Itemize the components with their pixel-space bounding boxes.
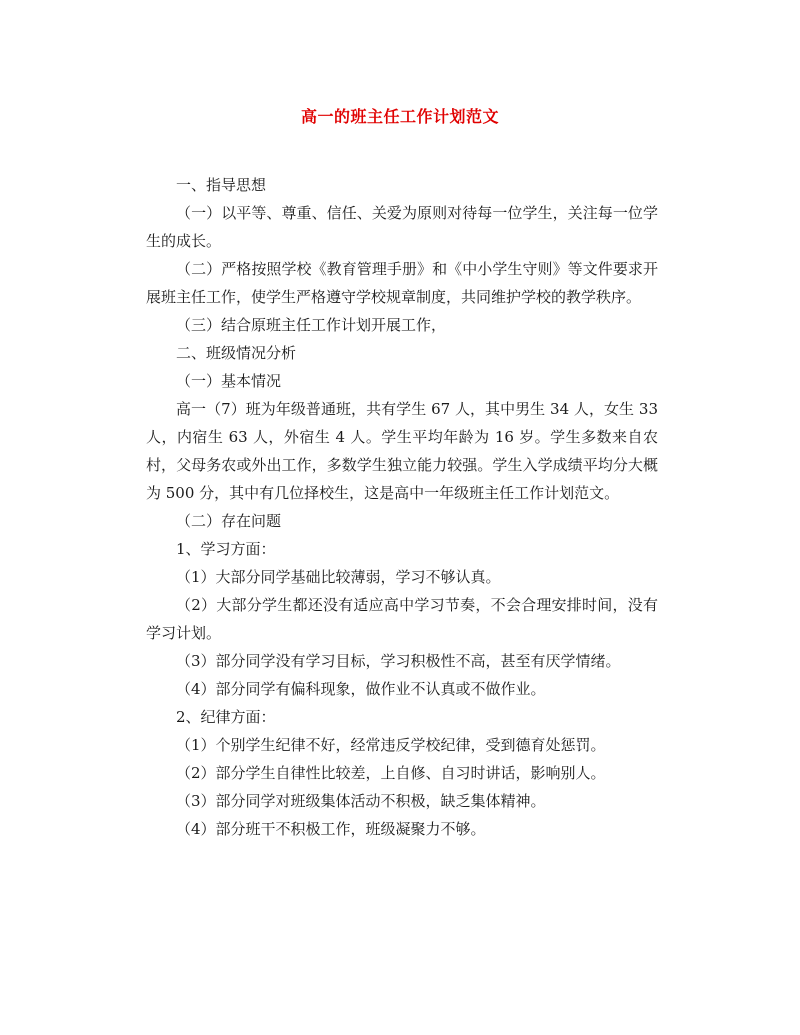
heading-guiding-ideology: 一、指导思想 [176, 176, 267, 194]
subheading-discipline: 2、纪律方面： [176, 708, 276, 726]
paragraph: （二）严格按照学校《教育管理手册》和《中小学生守则》等文件要求开展班主任工作，使学生严格遵守学校规章制度，共同维护学校的教学秩序。 [146, 260, 658, 306]
heading-class-analysis: 二、班级情况分析 [176, 344, 297, 362]
subheading-existing-problems: （二）存在问题 [176, 512, 282, 530]
list-item: （4）部分班干不积极工作，班级凝聚力不够。 [176, 820, 486, 838]
subheading-study: 1、学习方面： [176, 540, 276, 558]
list-item: （3）部分同学对班级集体活动不积极，缺乏集体精神。 [176, 792, 546, 810]
subheading-basic-situation: （一）基本情况 [176, 372, 282, 390]
paragraph: （一）以平等、尊重、信任、关爱为原则对待每一位学生，关注每一位学生的成长。 [146, 204, 658, 250]
list-item: （2）部分学生自律性比较差，上自修、自习时讲话，影响别人。 [176, 764, 606, 782]
document-body [146, 171, 658, 843]
list-item: （2）大部分学生都还没有适应高中学习节奏，不会合理安排时间，没有学习计划。 [146, 596, 658, 642]
paragraph: （三）结合原班主任工作计划开展工作， [176, 316, 447, 334]
list-item: （1）个别学生纪律不好，经常违反学校纪律，受到德育处惩罚。 [176, 736, 606, 754]
list-item: （3）部分同学没有学习目标，学习积极性不高，甚至有厌学情绪。 [176, 652, 621, 670]
document-title: 高一的班主任工作计划范文 [300, 107, 499, 126]
paragraph: 高一（7）班为年级普通班，共有学生 67 人，其中男生 34 人，女生 33 人，内宿生 63 人，外宿生 4 人。学生平均年龄为 16 岁。学生多数来自农村，父母务农或外出工作，多数学生独立能力较强。学生入学成绩平均分大概为 500 分，其中有几位择校生，这是高中一年级班主任工作计划范文。 [146, 400, 658, 502]
list-item: （4）部分同学有偏科现象，做作业不认真或不做作业。 [176, 680, 546, 698]
list-item: （1）大部分同学基础比较薄弱，学习不够认真。 [176, 568, 501, 586]
